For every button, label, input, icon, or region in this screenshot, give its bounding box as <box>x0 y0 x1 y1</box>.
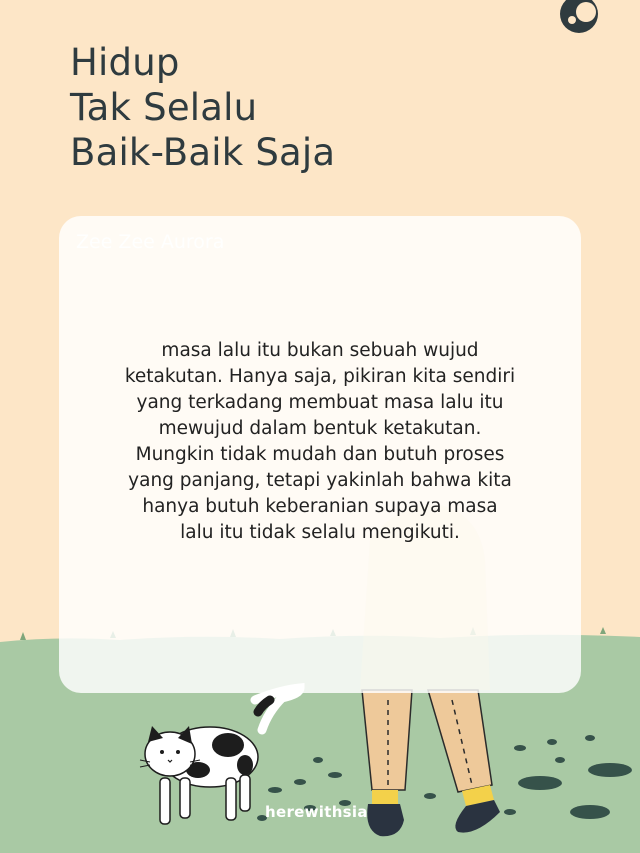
quote-line: yang panjang, tetapi yakinlah bahwa kita <box>128 470 512 491</box>
quote-line: lalu itu tidak selalu mengikuti. <box>180 522 460 543</box>
author-watermark: Zee Zee Aurora <box>76 231 225 253</box>
quote-text <box>90 338 550 546</box>
title-line: Tak Selalu <box>70 86 258 129</box>
quote-line: mewujud dalam bentuk ketakutan. <box>158 418 482 439</box>
quote-line: Mungkin tidak mudah dan butuh proses <box>135 444 505 465</box>
page-title <box>70 40 335 175</box>
quote-line: hanya butuh keberanian supaya masa <box>142 496 498 517</box>
author-handle: herewithsia <box>265 803 368 821</box>
quote-line: ketakutan. Hanya saja, pikiran kita sendiri <box>124 366 516 387</box>
quote-line: masa lalu itu bukan sebuah wujud <box>161 340 479 361</box>
title-line: Baik-Baik Saja <box>70 131 336 174</box>
title-line: Hidup <box>70 41 180 84</box>
quote-line: yang terkadang membuat masa lalu itu <box>136 392 504 413</box>
brand-logo-icon <box>556 0 602 36</box>
